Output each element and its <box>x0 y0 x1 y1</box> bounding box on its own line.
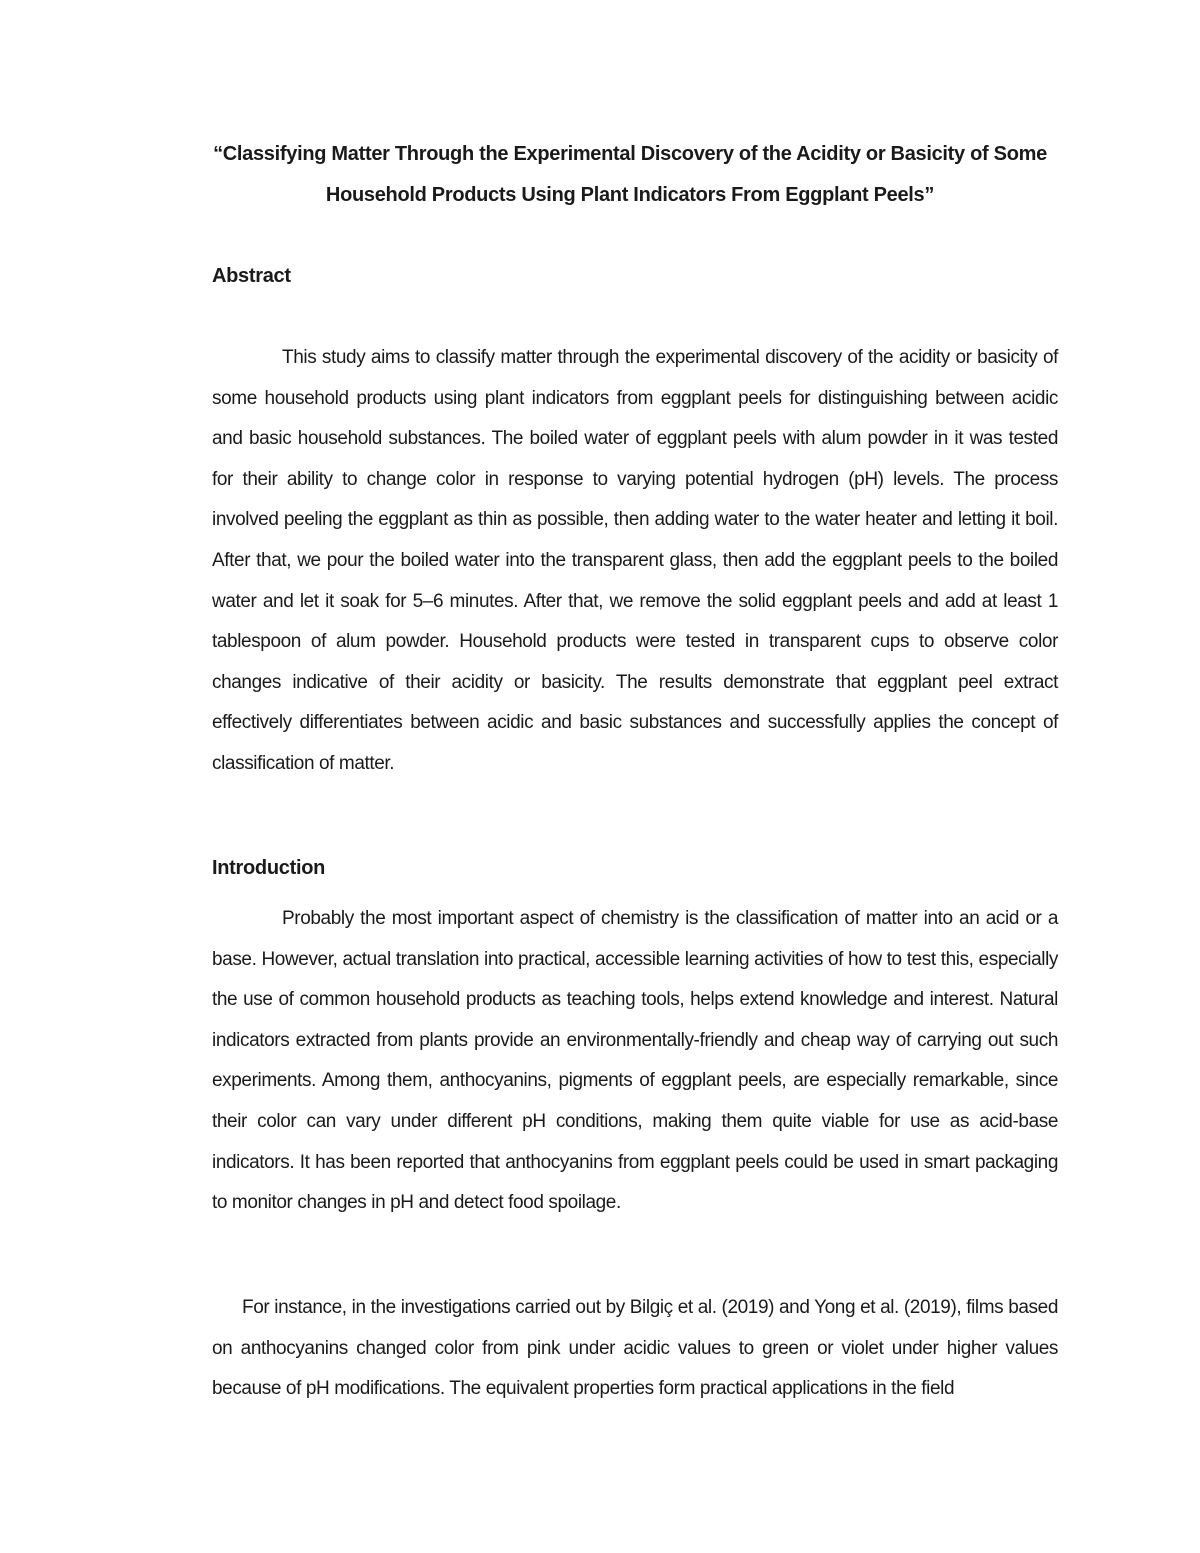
paper-title-line-2: Household Products Using Plant Indicators From Eggplant Peels” <box>325 184 935 206</box>
abstract-heading: Abstract <box>212 265 291 287</box>
introduction-paragraph-2: For instance, in the investigations carried out by Bilgiç et al. (2019) and Yong et al. (2019), films based on anthocyanins changed color from pink under acidic values to green or violet under higher values because of pH modifications. The equivalent properties form practical applications in the field <box>212 1297 1058 1400</box>
paper-title-line-1: “Classifying Matter Through the Experimental Discovery of the Acidity or Basicity of Some <box>213 143 1047 165</box>
abstract-paragraph: This study aims to classify matter through the experimental discovery of the acidity or basicity of some household products using plant indicators from eggplant peels for distinguishing between acidic and basic household substances. The boiled water of eggplant peels with alum powder in it was tested for their ability to change color in response to varying potential hydrogen (pH) levels. The process involved peeling the eggplant as thin as possible, then adding water to the water heater and letting it boil. After that, we pour the boiled water into the transparent glass, then add the eggplant peels to the boiled water and let it soak for 5–6 minutes. After that, we remove the solid eggplant peels and add at least 1 tablespoon of alum powder. Household products were tested in transparent cups to observe color changes indicative of their acidity or basicity. The results demonstrate that eggplant peel extract effectively differentiates between acidic and basic substances and successfully applies the concept of classification of matter. <box>212 347 1058 774</box>
introduction-paragraph-1: Probably the most important aspect of chemistry is the classification of matter into an acid or a base. However, actual translation into practical, accessible learning activities of how to test this, especially the use of common household products as teaching tools, helps extend knowledge and interest. Natural indicators extracted from plants provide an environmentally-friendly and cheap way of carrying out such experiments. Among them, anthocyanins, pigments of eggplant peels, are especially remarkable, since their color can vary under different pH conditions, making them quite viable for use as acid-base indicators. It has been reported that anthocyanins from eggplant peels could be used in smart packaging to monitor changes in pH and detect food spoilage. <box>212 908 1058 1214</box>
introduction-heading: Introduction <box>212 857 326 879</box>
paper-title <box>150 134 1110 216</box>
